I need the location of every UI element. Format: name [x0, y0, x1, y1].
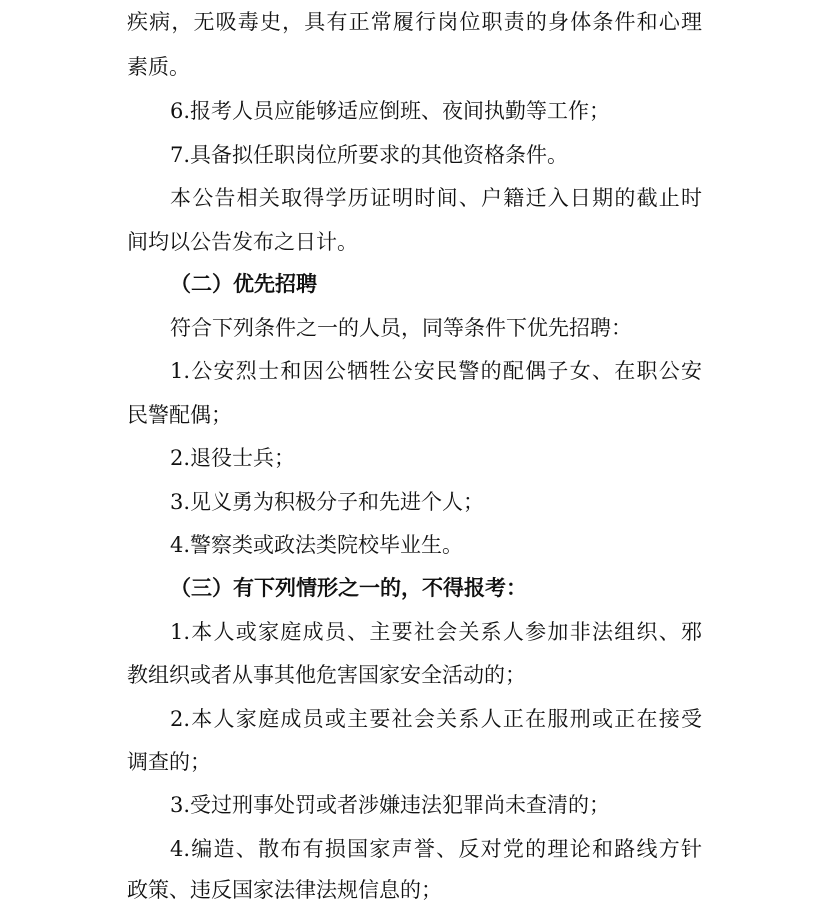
- text-line: 本公告相关取得学历证明时间、户籍迁入日期的截止时: [170, 186, 702, 210]
- text-line: 政策、违反国家法律法规信息的；: [127, 878, 442, 902]
- text-line: 4.警察类或政法类院校毕业生。: [170, 533, 464, 557]
- text-line: 4.编造、散布有损国家声誉、反对党的理论和路线方针: [170, 837, 702, 861]
- text-line: 疾病，无吸毒史，具有正常履行岗位职责的身体条件和心理: [127, 10, 702, 34]
- text-line: 教组织或者从事其他危害国家安全活动的；: [127, 663, 526, 687]
- text-line: 素质。: [127, 55, 190, 79]
- text-line: 3.受过刑事处罚或者涉嫌违法犯罪尚未查清的；: [170, 793, 611, 817]
- section-heading: （二）优先招聘: [170, 271, 317, 296]
- text-line: 7.具备拟任职岗位所要求的其他资格条件。: [170, 143, 569, 167]
- text-line: 间均以公告发布之日计。: [127, 230, 358, 254]
- text-line: 2.退役士兵；: [170, 446, 296, 470]
- text-line: 民警配偶；: [127, 403, 232, 427]
- text-line: 1.公安烈士和因公牺牲公安民警的配偶子女、在职公安: [170, 359, 702, 383]
- section-heading: （三）有下列情形之一的，不得报考：: [170, 575, 527, 600]
- text-line: 符合下列条件之一的人员，同等条件下优先招聘：: [170, 316, 632, 340]
- text-line: 2.本人家庭成员或主要社会关系人正在服刑或正在接受: [170, 707, 702, 731]
- text-line: 调查的；: [127, 750, 211, 774]
- text-line: 3.见义勇为积极分子和先进个人；: [170, 490, 485, 514]
- text-line: 6.报考人员应能够适应倒班、夜间执勤等工作；: [170, 99, 611, 123]
- text-line: 1.本人或家庭成员、主要社会关系人参加非法组织、邪: [170, 620, 702, 644]
